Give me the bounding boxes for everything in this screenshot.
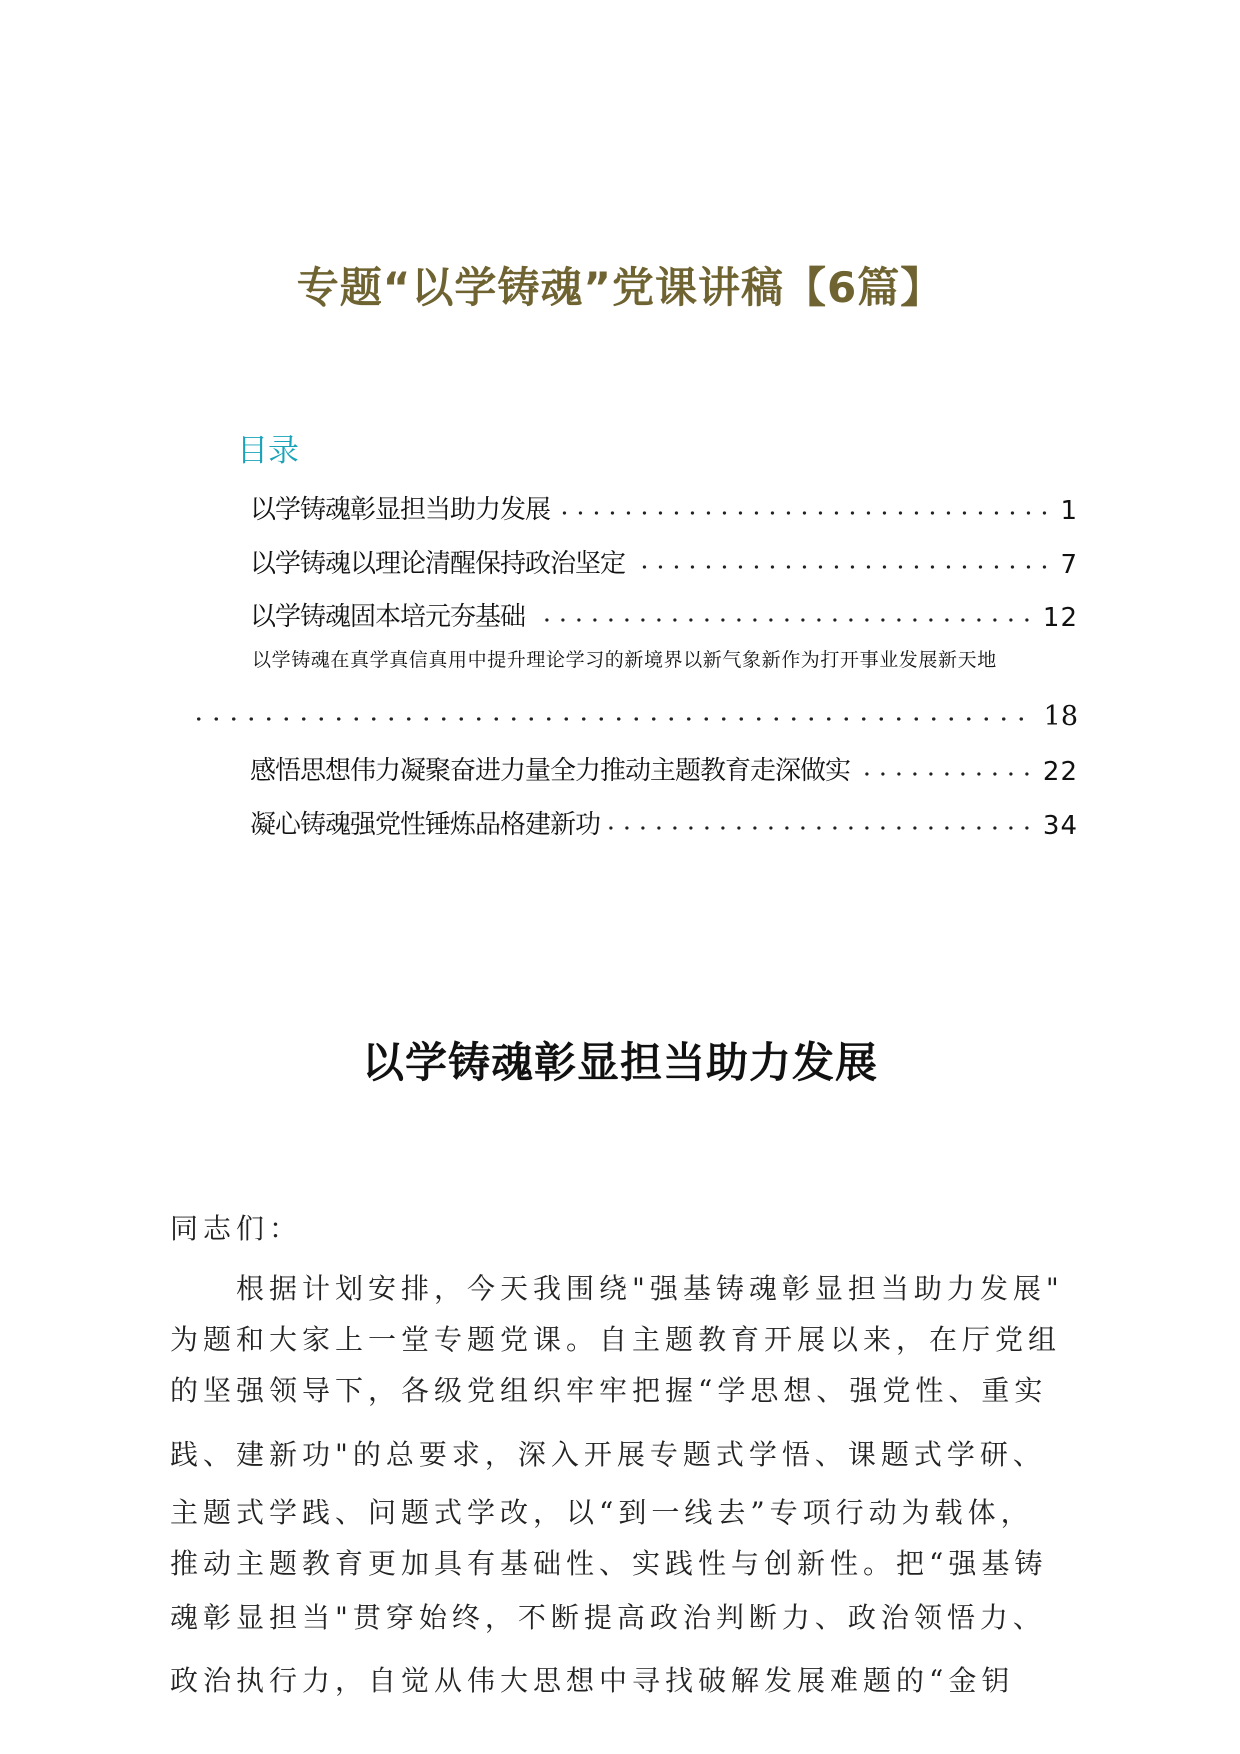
toc-entry-title: 以学铸魂以理论清醒保持政治坚定 — [250, 549, 626, 579]
article-line: 为题和大家上一堂专题党课。自主题教育开展以来，在厅党组 — [170, 1323, 1062, 1356]
toc-leader-dots — [533, 615, 1035, 625]
toc-entry-title: 以学铸魂固本培元夯基础 — [250, 602, 526, 632]
article-salutation: 同志们： — [170, 1212, 303, 1245]
toc-entry-page: 34 — [1042, 811, 1078, 841]
article-line: 根据计划安排，今天我围绕"强基铸魂彰显担当助力发展" — [170, 1272, 1064, 1305]
toc-entry[interactable] — [250, 536, 1078, 580]
toc-leader-dots — [558, 508, 1052, 518]
toc-leader-dots — [608, 823, 1035, 833]
toc-entry-title: 感悟思想伟力凝聚奋进力量全力推动主题教育走深做实 — [250, 756, 851, 786]
article-line: 的坚强领导下，各级党组织牢牢把握“学思想、强党性、重实 — [170, 1374, 1048, 1407]
toc-entry-page: 12 — [1042, 603, 1078, 633]
toc-entry[interactable] — [250, 482, 1078, 526]
article-line: 魂彰显担当"贯穿始终，不断提高政治判断力、政治领悟力、 — [170, 1601, 1046, 1634]
toc-entry-long[interactable] — [190, 692, 1078, 732]
article-title: 以学铸魂彰显担当助力发展 — [361, 1038, 878, 1087]
document-title: 专题“以学铸魂”党课讲稿【6篇】 — [296, 263, 944, 312]
toc-leader-dots — [190, 714, 1034, 724]
article-line: 主题式学践、问题式学改，以“到一线去”专项行动为载体， — [170, 1496, 1034, 1529]
toc-entry-page: 7 — [1060, 550, 1078, 580]
toc-entry-title: 以学铸魂彰显担当助力发展 — [250, 495, 551, 525]
toc-entry-page: 1 — [1060, 496, 1078, 526]
toc-leader-dots — [633, 562, 1052, 572]
article-line: 践、建新功"的总要求，深入开展专题式学悟、课题式学研、 — [170, 1438, 1046, 1471]
toc-entry-title: 凝心铸魂强党性锤炼品格建新功 — [250, 810, 601, 840]
toc-entry[interactable] — [250, 589, 1078, 633]
article-line: 政治执行力，自觉从伟大思想中寻找破解发展难题的“金钥 — [170, 1664, 1015, 1697]
toc-entry-page: 18 — [1043, 701, 1078, 732]
toc-entry[interactable] — [250, 797, 1078, 841]
toc-heading: 目录 — [237, 433, 299, 469]
toc-entry-long-title[interactable]: 以学铸魂在真学真信真用中提升理论学习的新境界以新气象新作为打开事业发展新天地 — [252, 649, 997, 671]
toc-leader-dots — [858, 769, 1035, 779]
toc-entry[interactable] — [250, 743, 1078, 787]
article-line: 推动主题教育更加具有基础性、实践性与创新性。把“强基铸 — [170, 1547, 1048, 1580]
toc-entry-page: 22 — [1042, 757, 1078, 787]
